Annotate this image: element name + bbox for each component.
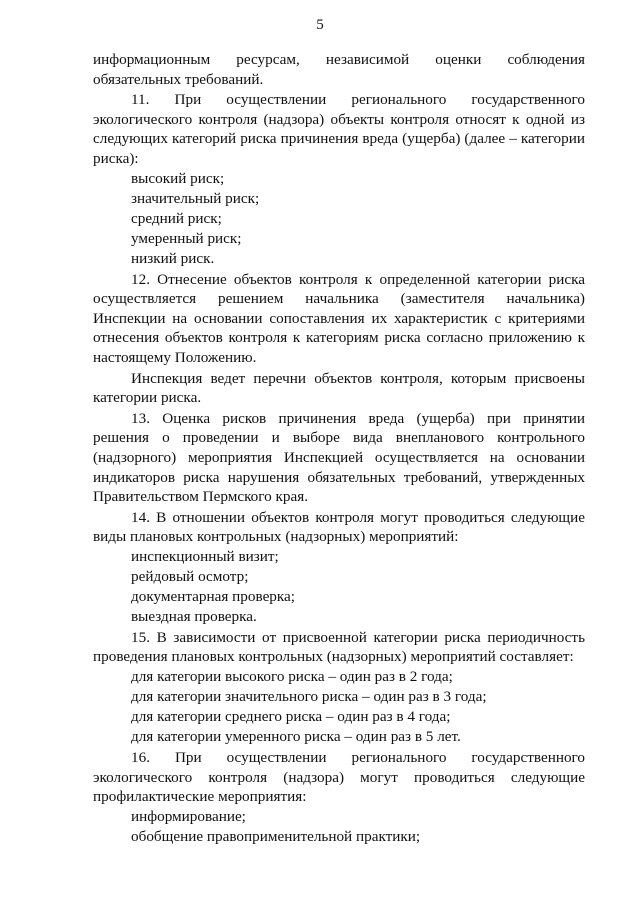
list-item: рейдовый осмотр; [131,567,249,585]
list-item: низкий риск. [131,249,215,267]
list-item: для категории значительного риска – один раз в 3 года; [131,688,487,706]
paragraph-11: 11. При осуществлении регионального государственного экологического контроля (надзора) объекты контроля относят к одной из следующих категорий риска причинения вреда (ущерба) (далее – категории риска): [93,91,585,167]
paragraph-13: 13. Оценка рисков причинения вреда (ущерба) при принятии решения о проведении и выборе вида внепланового контрольного (надзорного) мероприятия Инспекцией осуществляется на основании индикаторов риска нарушения обязательных требований, утвержденных Правительством Пермского края. [93,409,585,506]
list-item: средний риск; [131,209,222,227]
paragraph-12: 12. Отнесение объектов контроля к определенной категории риска осуществляется решением начальника (заместителя начальника) Инспекции на основании сопоставления их характеристик с критериями отнесения объектов контроля к категориям риска согласно приложению к настоящему Положению. [93,270,585,366]
list-item: для категории среднего риска – один раз в 4 года; [131,708,451,726]
paragraph-16: 16. При осуществлении регионального государственного экологического контроля (надзора) могут проводиться следующие профилактические мероприятия: [93,749,585,806]
list-item: для категории высокого риска – один раз в 2 года; [131,668,453,686]
list-item: обобщение правоприменительной практики; [131,827,421,845]
list-item: инспекционный визит; [131,547,279,565]
paragraph-15: 15. В зависимости от присвоенной категории риска периодичность проведения плановых контрольных (надзорных) мероприятий составляет: [93,628,585,666]
document-body [93,50,585,847]
list-item: выездная проверка. [131,607,257,625]
page-number: 5 [316,17,324,33]
list-item: документарная проверка; [131,587,296,605]
list-item: для категории умеренного риска – один раз в 5 лет. [131,728,461,746]
paragraph-12-note: Инспекция ведет перечни объектов контроля, которым присвоены категории риска. [93,369,585,407]
list-item: информирование; [131,807,246,825]
list-item: умеренный риск; [131,229,242,247]
list-item: высокий риск; [131,169,225,187]
paragraph-continuation: информационным ресурсам, независимой оценки соблюдения обязательных требований. [93,51,585,88]
paragraph-14: 14. В отношении объектов контроля могут проводиться следующие виды плановых контрольных (надзорных) мероприятий: [93,508,585,546]
list-item: значительный риск; [131,189,260,207]
